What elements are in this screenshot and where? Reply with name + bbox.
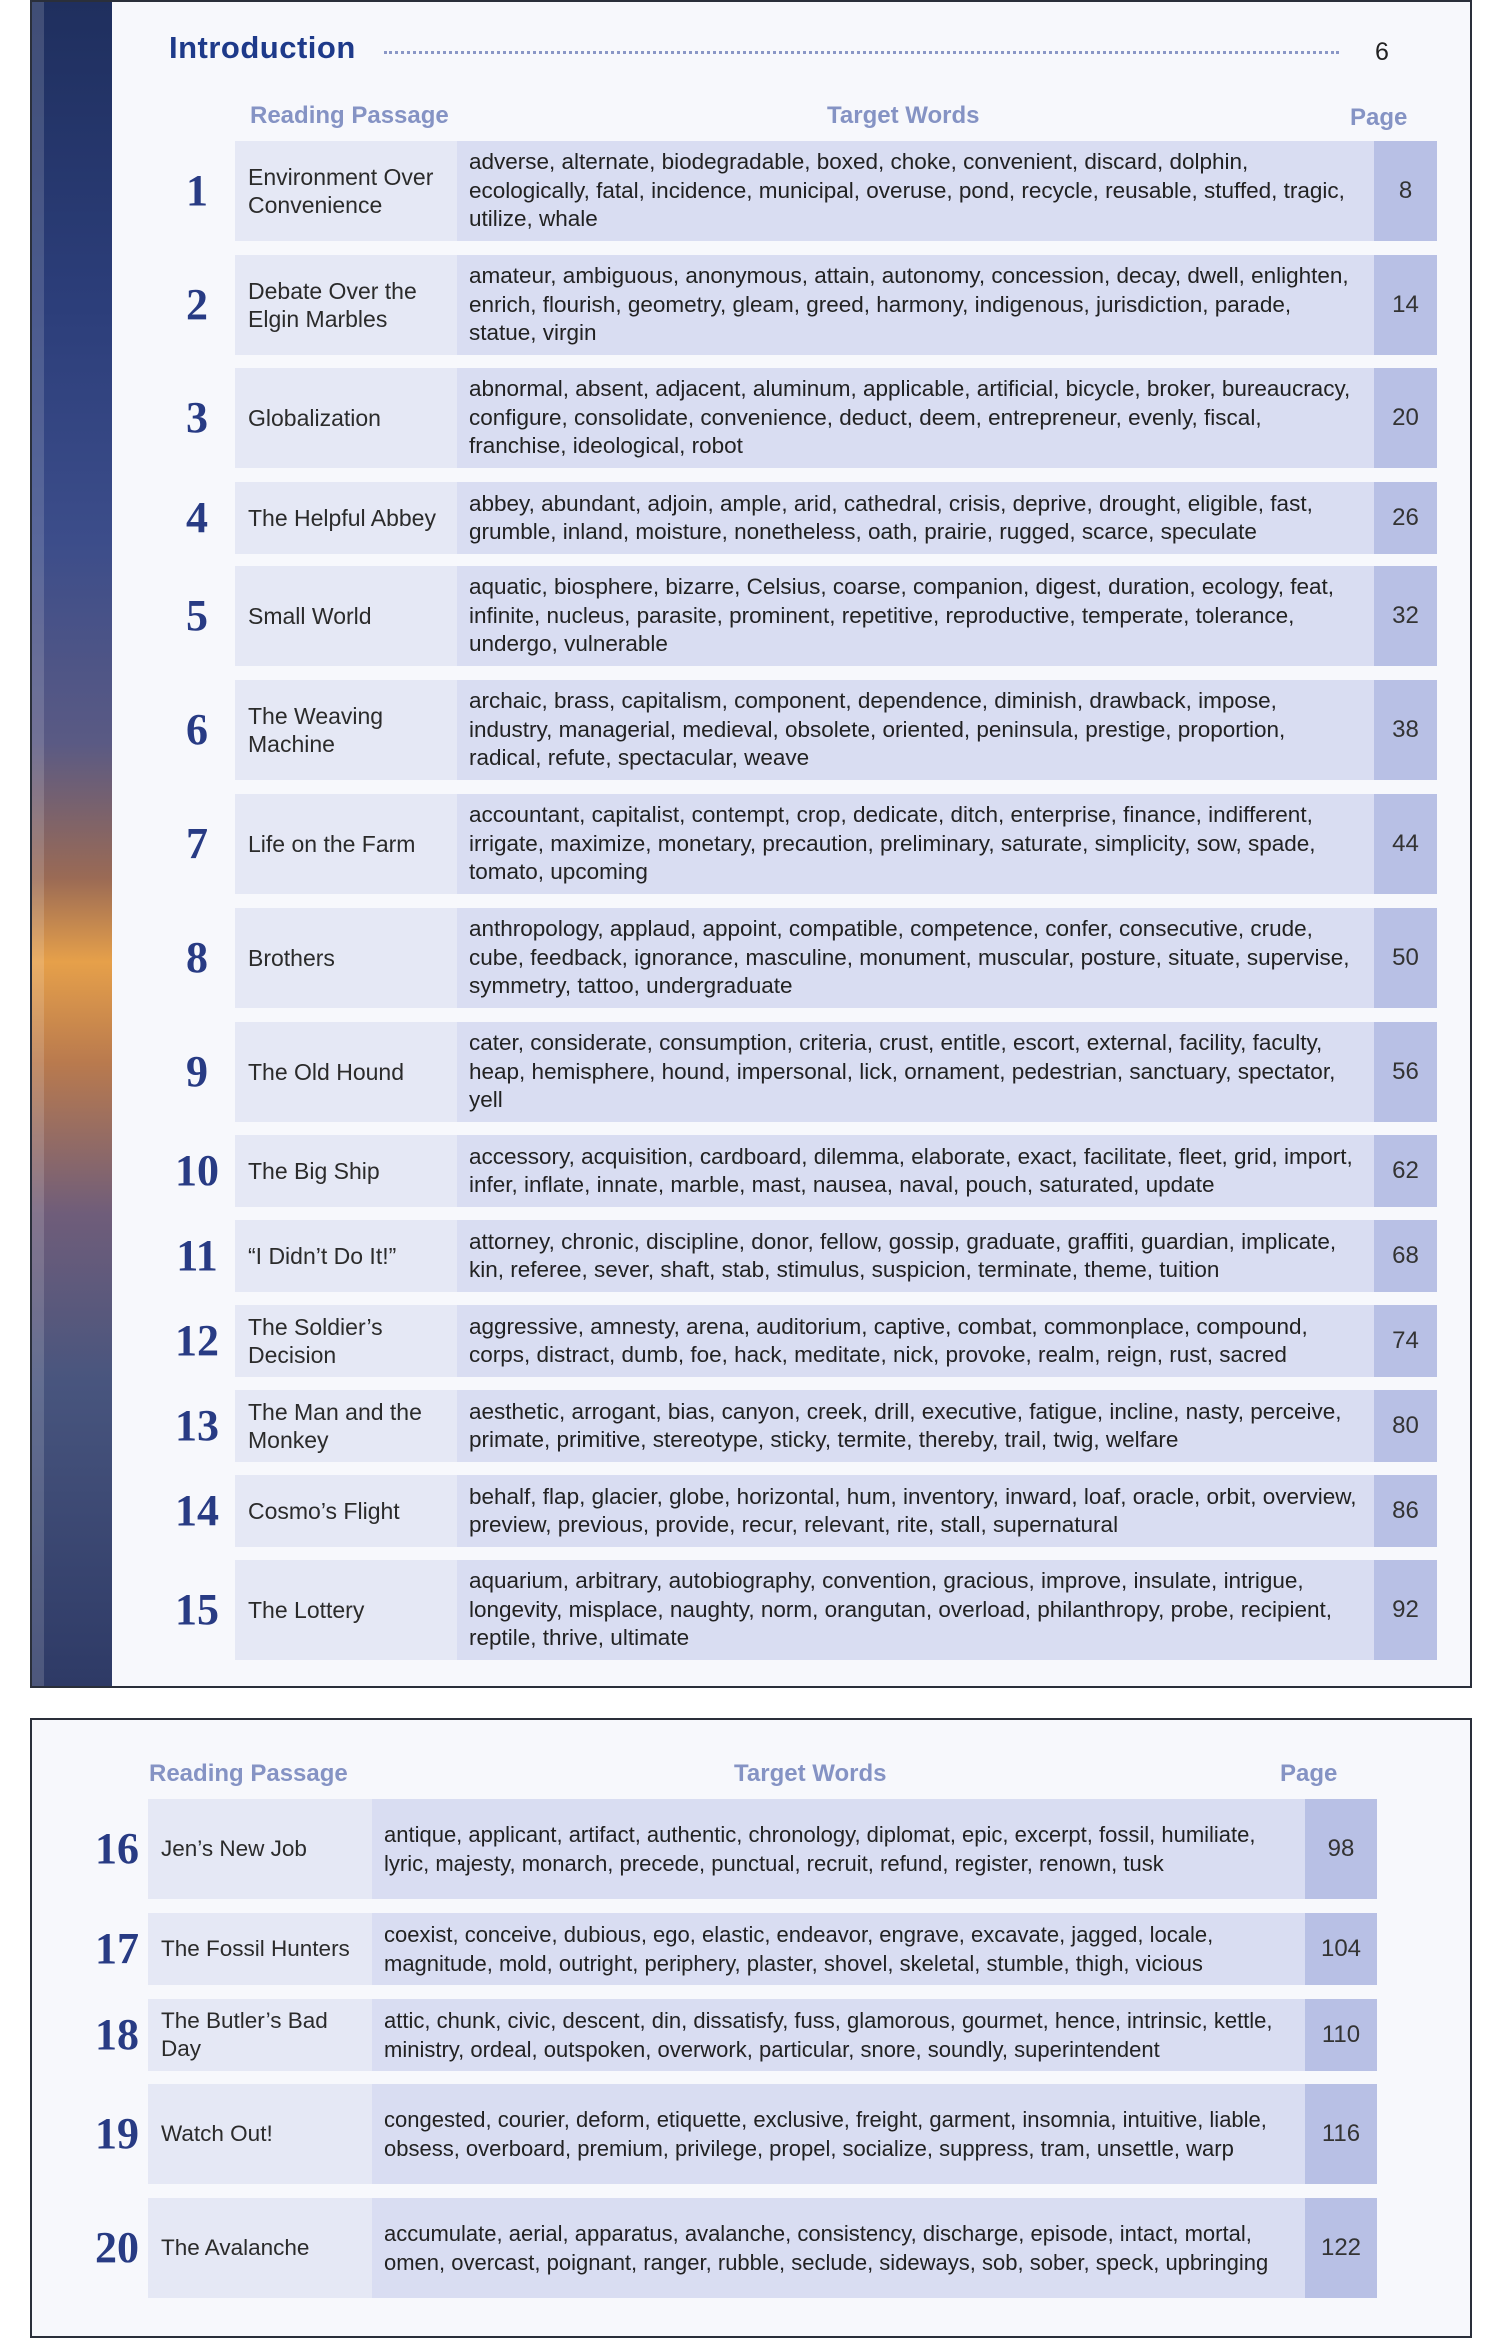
lesson-number: 18 [95,2010,139,2059]
lesson-words: attorney, chronic, discipline, donor, fellow, gossip, graduate, graffiti, guardian, implicate, kin, referee, sever, shaft, stab, stimulus, suspicion, terminate, theme, tuition [457,1220,1374,1292]
lesson-row [32,1390,1472,1462]
lesson-page: 44 [1374,794,1437,894]
lesson-page: 26 [1374,482,1437,554]
lesson-number: 9 [186,1047,208,1096]
lesson-title: Debate Over the Elgin Marbles [235,255,457,355]
lesson-number: 2 [186,280,208,329]
lesson-number: 1 [186,166,208,215]
lesson-page: 74 [1374,1305,1437,1377]
header-reading-passage: Reading Passage [149,1760,348,1787]
lesson-words: aggressive, amnesty, arena, auditorium, captive, combat, commonplace, compound, corps, distract, dumb, foe, hack, meditate, nick, provoke, realm, reign, rust, sacred [457,1305,1374,1377]
header-page: Page [1280,1760,1338,1787]
lesson-number: 16 [95,1824,139,1873]
introduction-page-number: 6 [1375,38,1389,66]
lesson-row [32,1999,1472,2071]
lesson-page: 50 [1374,908,1437,1008]
lesson-row [32,255,1472,355]
lesson-row [32,368,1472,468]
lesson-words: accumulate, aerial, apparatus, avalanche, consistency, discharge, episode, intact, mortal, omen, overcast, poignant, ranger, rubble, seclude, sideways, sob, sober, speck, upbringing [372,2198,1305,2298]
lesson-row [32,1475,1472,1547]
lesson-page: 14 [1374,255,1437,355]
lesson-title: “I Didn’t Do It!” [235,1220,457,1292]
lesson-number: 12 [175,1316,219,1365]
lesson-title: Life on the Farm [235,794,457,894]
lesson-title: Brothers [235,908,457,1008]
lesson-row [32,482,1472,554]
lesson-row [32,794,1472,894]
lesson-number: 19 [95,2109,139,2158]
lesson-words: amateur, ambiguous, anonymous, attain, autonomy, concession, decay, dwell, enlighten, enrich, flourish, geometry, gleam, greed, harmony, indigenous, jurisdiction, parade, statue, virgin [457,255,1374,355]
lesson-page: 68 [1374,1220,1437,1292]
lesson-title: The Weaving Machine [235,680,457,780]
lesson-words: abnormal, absent, adjacent, aluminum, applicable, artificial, bicycle, broker, bureaucracy, configure, consolidate, convenience, deduct, deem, entrepreneur, evenly, fiscal, franchise, ideological, robot [457,368,1374,468]
lesson-words: aquatic, biosphere, bizarre, Celsius, coarse, companion, digest, duration, ecology, feat, infinite, nucleus, parasite, prominent, repetitive, reproductive, temperate, tolerance, undergo, vulnerable [457,566,1374,666]
lesson-title: The Avalanche [148,2198,372,2298]
lesson-title: Globalization [235,368,457,468]
lesson-title: The Butler’s Bad Day [148,1999,372,2071]
lesson-row [32,2198,1472,2298]
lesson-title: The Big Ship [235,1135,457,1207]
lesson-row [32,2084,1472,2184]
lesson-title: Watch Out! [148,2084,372,2184]
contents-page-1 [30,0,1472,1688]
lesson-title: The Soldier’s Decision [235,1305,457,1377]
lesson-page: 110 [1305,1999,1377,2071]
lesson-title: Small World [235,566,457,666]
header-target-words: Target Words [734,1760,887,1787]
lesson-number: 15 [175,1585,219,1634]
lesson-page: 80 [1374,1390,1437,1462]
lesson-page: 86 [1374,1475,1437,1547]
lesson-words: congested, courier, deform, etiquette, exclusive, freight, garment, insomnia, intuitive, liable, obsess, overboard, premium, privilege, propel, socialize, suppress, tram, unsettle, warp [372,2084,1305,2184]
lesson-title: The Lottery [235,1560,457,1660]
contents-page-2 [30,1718,1472,2338]
lesson-words: accountant, capitalist, contempt, crop, dedicate, ditch, enterprise, finance, indifferent, irrigate, maximize, monetary, precaution, preliminary, saturate, simplicity, sow, spade, tomato, upcoming [457,794,1374,894]
lesson-number: 7 [186,819,208,868]
lesson-page: 62 [1374,1135,1437,1207]
lesson-number: 3 [186,393,208,442]
lesson-words: attic, chunk, civic, descent, din, dissatisfy, fuss, glamorous, gourmet, hence, intrinsic, kettle, ministry, ordeal, outspoken, overwork, particular, snore, soundly, superintendent [372,1999,1305,2071]
lesson-row [32,680,1472,780]
lesson-page: 56 [1374,1022,1437,1122]
lesson-row [32,1305,1472,1377]
lesson-words: behalf, flap, glacier, globe, horizontal, hum, inventory, inward, loaf, oracle, orbit, overview, preview, previous, provide, recur, relevant, rite, stall, supernatural [457,1475,1374,1547]
lesson-title: The Old Hound [235,1022,457,1122]
lesson-words: archaic, brass, capitalism, component, dependence, diminish, drawback, impose, industry, managerial, medieval, obsolete, oriented, peninsula, prestige, proportion, radical, refute, spectacular, weave [457,680,1374,780]
lesson-row [32,1022,1472,1122]
lesson-number: 5 [186,591,208,640]
lesson-page: 20 [1374,368,1437,468]
introduction-title: Introduction [169,30,356,65]
lesson-title: The Helpful Abbey [235,482,457,554]
lesson-number: 10 [175,1146,219,1195]
lesson-number: 17 [95,1924,139,1973]
lesson-title: The Fossil Hunters [148,1913,372,1985]
lesson-words: accessory, acquisition, cardboard, dilemma, elaborate, exact, facilitate, fleet, grid, import, infer, inflate, innate, marble, mast, nausea, naval, pouch, saturated, update [457,1135,1374,1207]
lesson-row [32,1135,1472,1207]
lesson-title: Jen’s New Job [148,1799,372,1899]
lesson-page: 116 [1305,2084,1377,2184]
lesson-page: 104 [1305,1913,1377,1985]
lesson-title: Environment Over Convenience [235,141,457,241]
lesson-page: 38 [1374,680,1437,780]
lesson-row [32,1220,1472,1292]
lesson-words: abbey, abundant, adjoin, ample, arid, cathedral, crisis, deprive, drought, eligible, fast, grumble, inland, moisture, nonetheless, oath, prairie, rugged, scarce, speculate [457,482,1374,554]
lesson-row [32,141,1472,241]
lesson-row [32,1799,1472,1899]
header-page: Page [1350,104,1408,131]
lesson-number: 4 [186,493,208,542]
lesson-page: 98 [1305,1799,1377,1899]
lesson-number: 20 [95,2223,139,2272]
lesson-row [32,908,1472,1008]
lesson-words: aesthetic, arrogant, bias, canyon, creek, drill, executive, fatigue, incline, nasty, perceive, primate, primitive, stereotype, sticky, termite, thereby, trail, twig, welfare [457,1390,1374,1462]
lesson-page: 32 [1374,566,1437,666]
lesson-words: anthropology, applaud, appoint, compatible, competence, confer, consecutive, crude, cube, feedback, ignorance, masculine, monument, muscular, posture, situate, supervise, symmetry, tattoo, undergraduate [457,908,1374,1008]
header-reading-passage: Reading Passage [250,102,449,129]
lesson-row [32,566,1472,666]
lesson-title: Cosmo’s Flight [235,1475,457,1547]
lesson-words: antique, applicant, artifact, authentic, chronology, diplomat, epic, excerpt, fossil, humiliate, lyric, majesty, monarch, precede, punctual, recruit, refund, register, renown, tusk [372,1799,1305,1899]
lesson-words: adverse, alternate, biodegradable, boxed, choke, convenient, discard, dolphin, ecologically, fatal, incidence, municipal, overuse, pond, recycle, reusable, stuffed, tragic, utilize, whale [457,141,1374,241]
lesson-number: 14 [175,1486,219,1535]
lesson-title: The Man and the Monkey [235,1390,457,1462]
lesson-number: 8 [186,933,208,982]
lesson-number: 13 [175,1401,219,1450]
lesson-page: 122 [1305,2198,1377,2298]
lesson-row [32,1560,1472,1660]
lesson-words: coexist, conceive, dubious, ego, elastic, endeavor, engrave, excavate, jagged, locale, magnitude, mold, outright, periphery, plaster, shovel, skeletal, stumble, thigh, vicious [372,1913,1305,1985]
lesson-number: 11 [176,1231,218,1280]
lesson-page: 92 [1374,1560,1437,1660]
lesson-number: 6 [186,705,208,754]
lesson-words: cater, considerate, consumption, criteria, crust, entitle, escort, external, facility, faculty, heap, hemisphere, hound, impersonal, lick, ornament, pedestrian, sanctuary, spectator, yell [457,1022,1374,1122]
header-target-words: Target Words [827,102,980,129]
lesson-page: 8 [1374,141,1437,241]
lesson-row [32,1913,1472,1985]
lesson-words: aquarium, arbitrary, autobiography, convention, gracious, improve, insulate, intrigue, longevity, misplace, naughty, norm, orangutan, overload, philanthropy, probe, recipient, reptile, thrive, ultimate [457,1560,1374,1660]
leader-dots [384,51,1339,54]
